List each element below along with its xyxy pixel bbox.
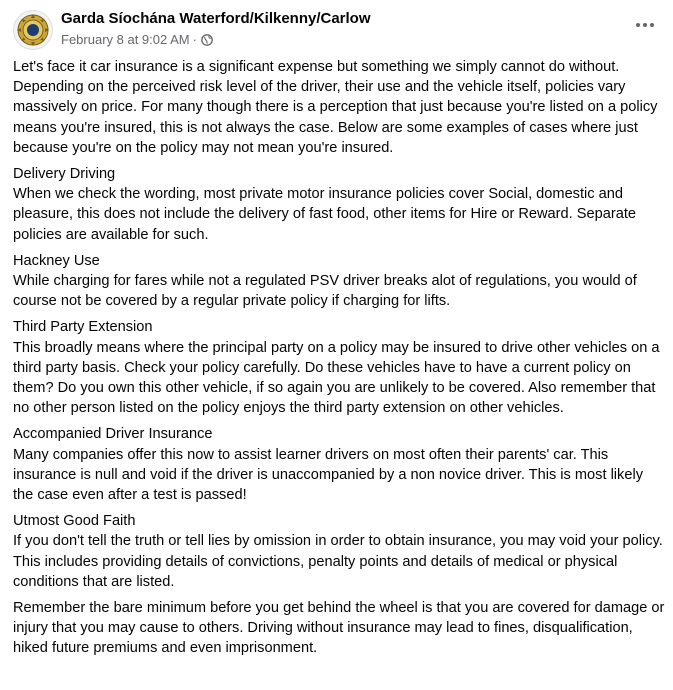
section-text: When we check the wording, most private motor insurance policies cover Social, domestic and pleasure, this does not include the delivery of fast food, other items for Hire or Reward. Separate policies are available for such. — [13, 186, 636, 243]
post-intro: Let's face it car insurance is a significant expense but something we simply cannot do without. Depending on the perceived risk level of the driver, their use and the vehicle itself, policies vary massively on price. For many though there is a perception that just because you're listed on a policy means you're insured, this is not always the case. Below are some examples of cases where just because you're on the policy may not mean you're insured. — [13, 59, 658, 156]
post-author[interactable]: Garda Síochána Waterford/Kilkenny/Carlow — [61, 10, 371, 27]
post-closing: Remember the bare minimum before you get behind the wheel is that you are covered for damage or injury that you may cause to others. Driving without insurance may lead to fines, disqualification, hiked future premiums and even imprisonment. — [13, 600, 665, 657]
section-heading: Accompanied Driver Insurance — [13, 426, 213, 443]
post-meta — [61, 32, 213, 47]
section-heading: Delivery Driving — [13, 166, 116, 183]
section-text: This broadly means where the principal party on a policy may be insured to drive other vehicles on a third party basis. Check your policy carefully. Do these vehicles have to have a current policy on them? Do you own this other vehicle, if so again you are unlikely to be covered. Also remember that no other person listed on the policy enjoys the third party extension on other vehicles. — [13, 339, 660, 417]
post-header — [13, 8, 659, 48]
section-heading: Third Party Extension — [13, 319, 153, 336]
section-text: If you don't tell the truth or tell lies by omission in order to obtain insurance, you may void your policy. This includes providing details of convictions, penalty points and details of medical or physical conditions that are listed. — [13, 533, 663, 590]
globe-icon[interactable] — [201, 34, 213, 46]
more-options-icon[interactable] — [633, 16, 657, 34]
section-heading: Utmost Good Faith — [13, 513, 136, 530]
post-body — [13, 57, 665, 659]
avatar[interactable] — [13, 10, 53, 50]
section-heading: Hackney Use — [13, 252, 100, 269]
meta-separator: · — [192, 32, 197, 47]
post-timestamp[interactable]: February 8 at 9:02 AM — [61, 32, 190, 47]
section-text: Many companies offer this now to assist learner drivers on most often their parents' car. This insurance is null and void if the driver is unaccompanied by a non novice driver. This is most likely the case even after a test is passed! — [13, 446, 644, 504]
garda-badge-icon — [16, 13, 50, 47]
section-text: While charging for fares while not a regulated PSV driver breaks alot of regulations, you would of course not be covered by a regular private policy if charging for lifts. — [13, 273, 637, 310]
